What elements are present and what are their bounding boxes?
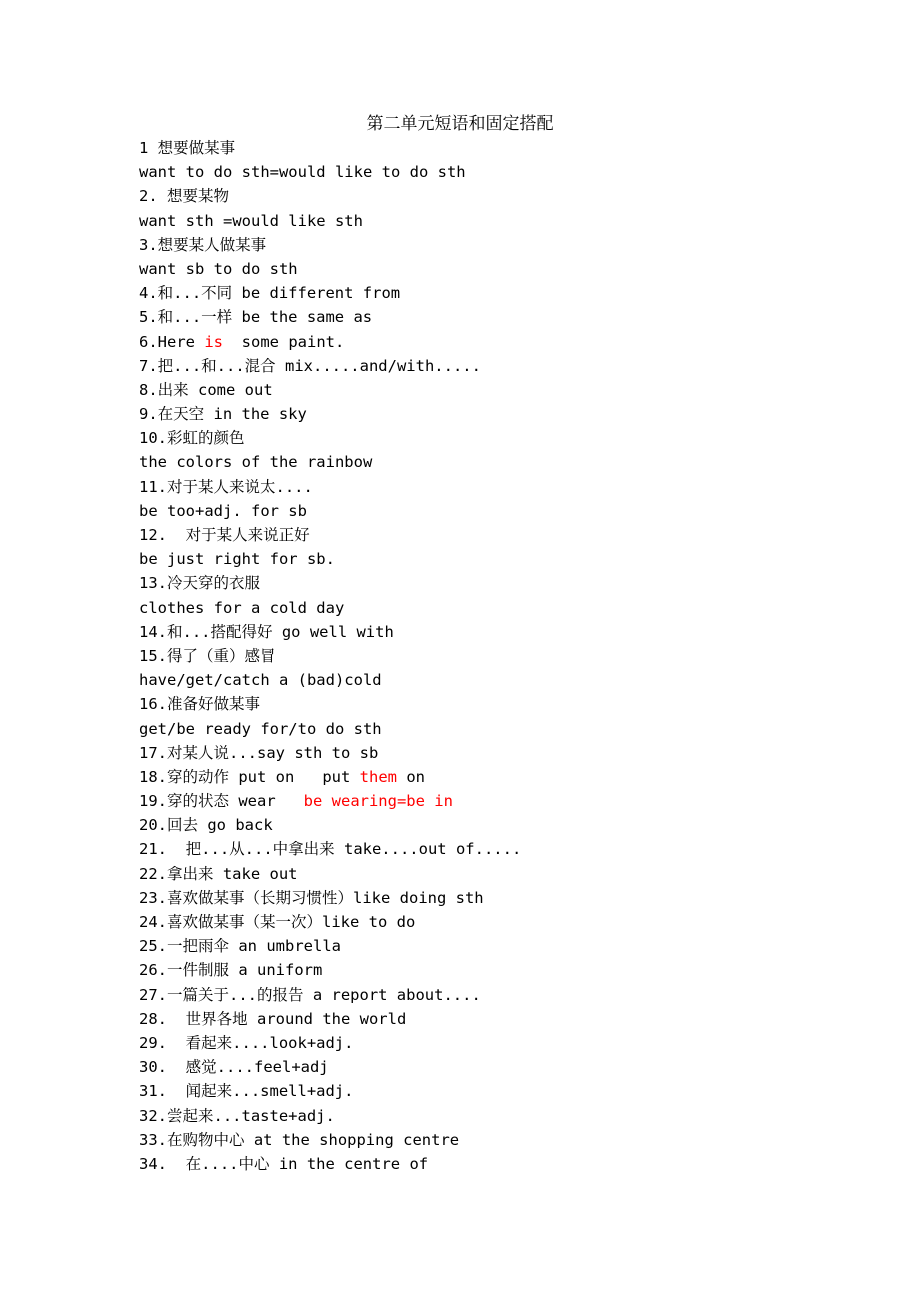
line-text: 23.喜欢做某事（长期习惯性）like doing sth	[139, 888, 484, 907]
line-text: get/be ready for/to do sth	[139, 719, 382, 738]
phrase-line	[139, 330, 899, 354]
phrase-line	[139, 958, 899, 982]
line-text: 4.和...不同 be different from	[139, 284, 401, 303]
phrase-line	[139, 450, 899, 474]
phrase-line	[139, 741, 899, 765]
line-text: 16.准备好做某事	[139, 695, 260, 714]
line-text: 31. 闻起来...smell+adj.	[139, 1082, 354, 1101]
phrase-line	[139, 571, 899, 595]
line-text: 27.一篇关于...的报告 a report about....	[139, 985, 481, 1004]
phrase-line	[139, 233, 899, 257]
phrase-line	[139, 523, 899, 547]
line-text: 24.喜欢做某事（某一次）like to do	[139, 913, 416, 931]
phrase-line	[139, 499, 899, 523]
line-text: the colors of the rainbow	[139, 453, 373, 472]
phrase-list	[139, 136, 899, 1176]
line-text: 26.一件制服 a uniform	[139, 961, 323, 980]
line-text: 13.冷天穿的衣服	[139, 574, 260, 593]
line-text: want sth =would like sth	[139, 211, 363, 230]
phrase-line	[139, 1031, 899, 1055]
line-text: 18.穿的动作 put on put	[139, 767, 360, 786]
phrase-line	[139, 160, 899, 184]
line-text: 5.和...一样 be the same as	[139, 308, 373, 327]
phrase-line	[139, 184, 899, 208]
phrase-line	[139, 717, 899, 741]
line-text: on	[396, 767, 425, 786]
line-text: 12. 对于某人来说正好	[139, 526, 310, 544]
phrase-line	[139, 1007, 899, 1031]
phrase-line	[139, 934, 899, 958]
line-text: 9.在天空 in the sky	[139, 405, 307, 424]
phrase-line	[139, 475, 899, 499]
line-text: 8.出来 come out	[139, 380, 273, 399]
line-text: 6.Here	[139, 332, 205, 351]
page-title: 第二单元短语和固定搭配	[366, 114, 554, 134]
phrase-line	[139, 644, 899, 668]
line-text: 11.对于某人来说太....	[139, 477, 313, 496]
phrase-line	[139, 692, 899, 716]
line-text: 21. 把...从...中拿出来 take....out of.....	[139, 840, 522, 859]
line-text: 1 想要做某事	[139, 139, 236, 157]
highlighted-text: be wearing=be in	[303, 792, 453, 811]
line-text: want to do sth=would like to do sth	[139, 163, 466, 182]
phrase-line	[139, 209, 899, 233]
line-text: 33.在购物中心 at the shopping centre	[139, 1130, 460, 1149]
line-text: 30. 感觉....feel+adj	[139, 1058, 329, 1077]
line-text: clothes for a cold day	[139, 598, 345, 617]
line-text: 7.把...和...混合 mix.....and/with.....	[139, 356, 481, 375]
phrase-line	[139, 620, 899, 644]
line-text: want sb to do sth	[139, 259, 298, 278]
phrase-line	[139, 281, 899, 305]
phrase-line	[139, 1104, 899, 1128]
phrase-line	[139, 547, 899, 571]
line-text: 17.对某人说...say sth to sb	[139, 743, 379, 762]
line-text: 19.穿的状态 wear	[139, 792, 304, 811]
line-text: 25.一把雨伞 an umbrella	[139, 937, 341, 956]
line-text: some paint.	[223, 332, 345, 351]
line-text: 22.拿出来 take out	[139, 864, 298, 883]
line-text: 29. 看起来....look+adj.	[139, 1033, 354, 1052]
phrase-line	[139, 596, 899, 620]
phrase-line	[139, 426, 899, 450]
phrase-line	[139, 1079, 899, 1103]
phrase-line	[139, 983, 899, 1007]
phrase-line	[139, 136, 899, 160]
phrase-line	[139, 862, 899, 886]
line-text: 32.尝起来...taste+adj.	[139, 1106, 335, 1125]
phrase-line	[139, 1055, 899, 1079]
phrase-line	[139, 789, 899, 813]
line-text: 10.彩虹的颜色	[139, 429, 245, 448]
line-text: 20.回去 go back	[139, 816, 273, 835]
line-text: be too+adj. for sb	[139, 501, 307, 520]
phrase-line	[139, 402, 899, 426]
phrase-line	[139, 910, 899, 934]
highlighted-text: them	[359, 767, 397, 786]
phrase-line	[139, 378, 899, 402]
line-text: 2. 想要某物	[139, 187, 229, 206]
phrase-line	[139, 813, 899, 837]
phrase-line	[139, 257, 899, 281]
phrase-line	[139, 668, 899, 692]
line-text: 3.想要某人做某事	[139, 235, 267, 254]
highlighted-text: is	[204, 332, 223, 351]
phrase-line	[139, 1152, 899, 1176]
phrase-line	[139, 305, 899, 329]
line-text: have/get/catch a (bad)cold	[139, 671, 382, 690]
line-text: 14.和...搭配得好 go well with	[139, 622, 394, 641]
phrase-line	[139, 765, 899, 789]
line-text: 15.得了（重）感冒	[139, 646, 276, 665]
line-text: 34. 在....中心 in the centre of	[139, 1154, 429, 1173]
phrase-line	[139, 886, 899, 910]
line-text: be just right for sb.	[139, 550, 335, 569]
line-text: 28. 世界各地 around the world	[139, 1009, 407, 1028]
phrase-line	[139, 837, 899, 861]
phrase-line	[139, 354, 899, 378]
phrase-line	[139, 1128, 899, 1152]
